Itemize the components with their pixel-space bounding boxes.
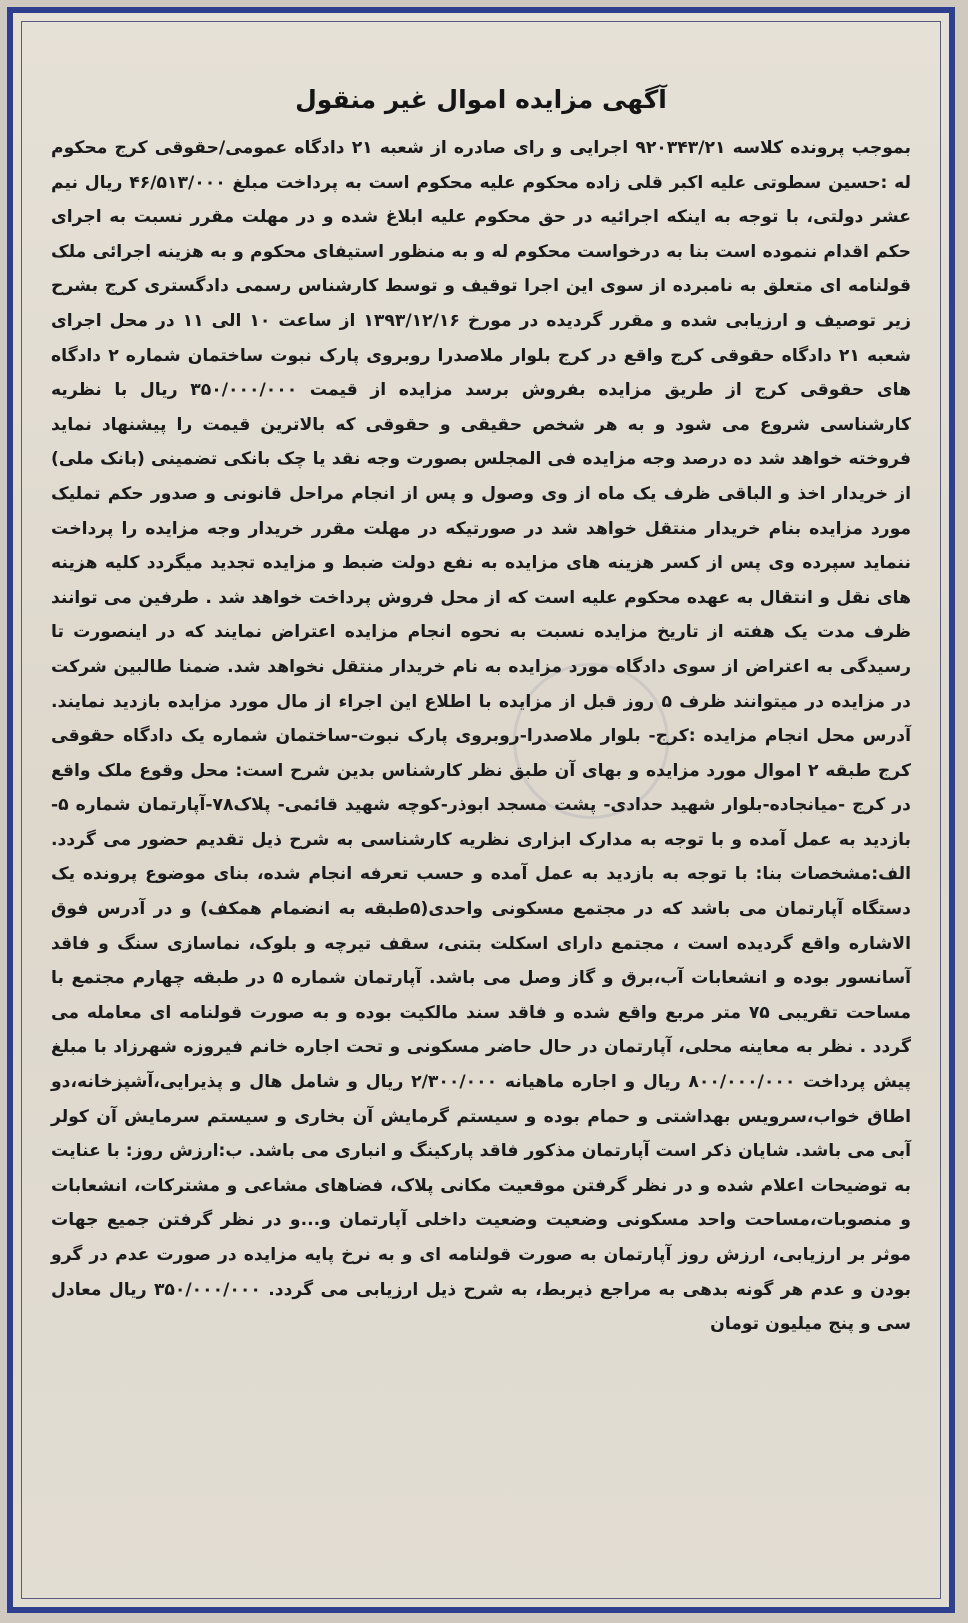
notice-title: آگهی مزایده اموال غیر منقول bbox=[295, 85, 667, 114]
notice-body: بموجب پرونده کلاسه ۹۲۰۳۴۳/۲۱ اجرایی و رای صادره از شعبه ۲۱ دادگاه عمومی/حقوقی کرج محکوم له :حسین سطوتی علیه اکبر قلی زاده محکوم علیه محکوم است به پرداخت مبلغ ۴۶/۵۱۳/۰۰۰ ریال نیم عشر دولتی، با توجه به اینکه اجرائیه در حق محکوم علیه ابلاغ شده و در مهلت مقرر نسبت به اجرای حکم اقدام ننموده است بنا به درخواست محکوم له و به منظور استیفای محکوم و به هزینه اجرائی ملک قولنامه ای متعلق به نامبرده از سوی این اجرا توقیف و توسط کارشناس رسمی دادگستری کرج بشرح زیر توصیف و ارزیابی شده و مقرر گردیده در مورخ ۱۳۹۳/۱۲/۱۶ از ساعت ۱۰ الی ۱۱ در محل اجرای شعبه ۲۱ دادگاه حقوقی کرج واقع در کرج بلوار ملاصدرا روبروی پارک نبوت ساختمان شماره ۲ دادگاه های حقوقی کرج از طریق مزایده بفروش برسد مزایده از قیمت ۳۵۰/۰۰۰/۰۰۰ ریال با نظریه کارشناسی شروع می شود و به هر شخص حقیقی و حقوقی که بالاترین قیمت را پیشنهاد نماید فروخته خواهد شد ده درصد وجه مزایده فی المجلس بصورت وجه نقد یا چک بانکی تضمینی (بانک ملی) از خریدار اخذ و الباقی ظرف یک ماه از وی وصول و پس از انجام مراحل قانونی و صدور حکم تملیک مورد مزایده بنام خریدار منتقل خواهد شد در صورتیکه در مهلت مقرر خریدار وجه مزایده را پرداخت ننماید سپرده وی پس از کسر هزینه های مزایده به نفع دولت ضبط و مزایده تجدید میگردد کلیه هزینه های نقل و انتقال به عهده محکوم علیه است که از محل فروش پرداخت خواهد شد . طرفین می توانند ظرف مدت یک هفته از تاریخ مزایده نسبت به نحوه انجام مزایده اعتراض نمایند که در اینصورت تا رسیدگی به اعتراض از سوی دادگاه مورد مزایده به نام خریدار منتقل نخواهد شد. ضمنا طالبین شرکت در مزایده در میتوانند ظرف ۵ روز قبل از مزایده با اطلاع این اجراء از مال مورد مزایده بازدید نمایند. آدرس محل انجام مزایده :کرج- بلوار ملاصدرا-روبروی پارک نبوت-ساختمان شماره یک دادگاه حقوقی کرج طبقه ۲ اموال مورد مزایده و بهای آن طبق نظر کارشناس بدین شرح است: محل وقوع ملک واقع در کرج -میانجاده-بلوار شهید حدادی- پشت مسجد ابوذر-کوچه شهید قائمی- پلاک۷۸-آپارتمان شماره ۵- بازدید به عمل آمده و با توجه به مدارک ابزاری نظریه کارشناسی به شرح ذیل تقدیم حضور می گردد. الف:مشخصات بنا: با توجه به بازدید به عمل آمده و حسب تعرفه انجام شده، بنای موضوع پرونده یک دستگاه آپارتمان می باشد که در مجتمع مسکونی واحدی(۵طبقه به انضمام همکف) و در آدرس فوق الاشاره واقع گردیده است ، مجتمع دارای اسکلت بتنی، سقف تیرچه و بلوک، نماسازی سنگ و فاقد آسانسور بوده و انشعابات آب،برق و گاز وصل می باشد. آپارتمان شماره ۵ در طبقه چهارم مجتمع با مساحت تقریبی ۷۵ متر مربع واقع شده و فاقد سند مالکیت بوده و به صورت قولنامه ای معامله می گردد . نظر به معاینه محلی، آپارتمان در حال حاضر مسکونی و تحت اجاره خانم فیروزه شهرزاد با مبلغ پیش پرداخت ۸۰۰/۰۰۰/۰۰۰ ریال و اجاره ماهیانه ۲/۳۰۰/۰۰۰ ریال و شامل هال و پذیرایی،آشپزخانه،دو اطاق خواب،سرویس بهداشتی و حمام بوده و سیستم گرمایش آن بخاری و سیستم سرمایش آن کولر آبی می باشد. شایان ذکر است آپارتمان مذکور فاقد پارکینگ و انباری می باشد. ب:ارزش روز: با عنایت به توضیحات اعلام شده و در نظر گرفتن موقعیت مکانی پلاک، فضاهای مشاعی و مشترکات، انشعابات و منصوبات،مساحت واحد مسکونی وضعیت وضعیت داخلی آپارتمان و...و در نظر گرفتن جمیع جهات موثر بر ارزیابی، ارزش روز آپارتمان به صورت قولنامه ای و به نرخ پایه مزایده در صورت عدم در گرو بودن و عدم هر گونه بدهی به مراجع ذیربط، به شرح ذیل ارزیابی می گردد. ۳۵۰/۰۰۰/۰۰۰ ریال معادل سی و پنج میلیون تومان bbox=[51, 138, 912, 1335]
notice-frame bbox=[7, 7, 955, 1613]
